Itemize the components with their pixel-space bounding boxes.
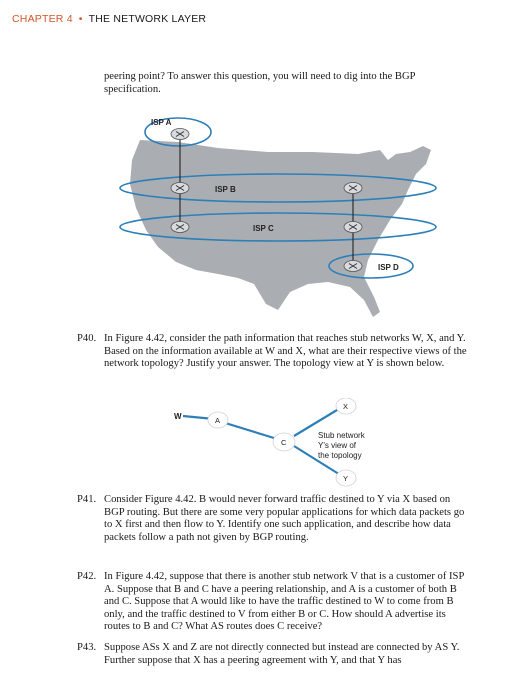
router-icon bbox=[344, 183, 362, 194]
header-separator: • bbox=[78, 13, 83, 25]
caption-line: Y's view of bbox=[318, 441, 356, 450]
isp-d-label: ISP D bbox=[378, 263, 399, 272]
isp-map-figure bbox=[118, 112, 438, 327]
router-icon bbox=[171, 222, 189, 233]
router-icon bbox=[344, 261, 362, 272]
node-c: C bbox=[281, 438, 287, 447]
isp-a-label: ISP A bbox=[151, 118, 172, 127]
chapter-title: THE NETWORK LAYER bbox=[88, 13, 207, 25]
edge-a-c bbox=[222, 422, 274, 438]
caption-line: Stub network bbox=[318, 431, 365, 440]
problem-p43 bbox=[77, 642, 477, 668]
problem-number: P43. bbox=[77, 642, 97, 653]
intro-paragraph: peering point? To answer this question, you will need to dig into the BGP specification. bbox=[104, 71, 416, 95]
isp-b-label: ISP B bbox=[215, 185, 236, 194]
problem-text: In Figure 4.42, suppose that there is another stub network V that is a customer of ISP A. Suppose that B and C have a peering relationship, and A is a customer of both B and C. Suppose that A would like to have the traffic destined to W to come from B only, and the traffic destined to V from either B or C. How should A advertise its routes to B and C? What AS routes does C receive? bbox=[104, 571, 464, 633]
chapter-label: CHAPTER 4 bbox=[12, 13, 73, 25]
node-y: Y bbox=[343, 474, 349, 483]
running-header bbox=[12, 13, 206, 25]
router-icon bbox=[344, 222, 362, 233]
isp-c-label: ISP C bbox=[253, 224, 274, 233]
problem-number: P40. bbox=[77, 333, 97, 344]
problem-text: Suppose ASs X and Z are not directly connected but instead are connected by AS Y. Further suppose that X has a peering agreement with Y, and that Y has bbox=[104, 642, 460, 666]
problem-p41 bbox=[77, 494, 477, 559]
caption-line: the topology bbox=[318, 451, 362, 460]
router-icon bbox=[171, 129, 189, 140]
node-a: A bbox=[215, 416, 221, 425]
problem-number: P42. bbox=[77, 571, 97, 582]
router-icon bbox=[171, 183, 189, 194]
problem-number: P41. bbox=[77, 494, 97, 505]
problem-text: In Figure 4.42, consider the path information that reaches stub networks W, X, and Y. Based on the information available at W and X, what are their respective views of the network topology? Justify your answer. The topology view at Y is shown below. bbox=[104, 333, 467, 370]
node-w: W bbox=[174, 412, 182, 421]
problem-p42 bbox=[77, 571, 477, 636]
problem-p40 bbox=[77, 333, 477, 385]
node-x: X bbox=[343, 402, 349, 411]
problem-text: Consider Figure 4.42. B would never forward traffic destined to Y via X based on BGP routing. But there are some very popular applications for which data packets go to X first and then flow to Y. Identify one such application, and describe how data packets follow a path not given by BGP routing. bbox=[104, 494, 465, 543]
topology-figure bbox=[168, 398, 398, 488]
